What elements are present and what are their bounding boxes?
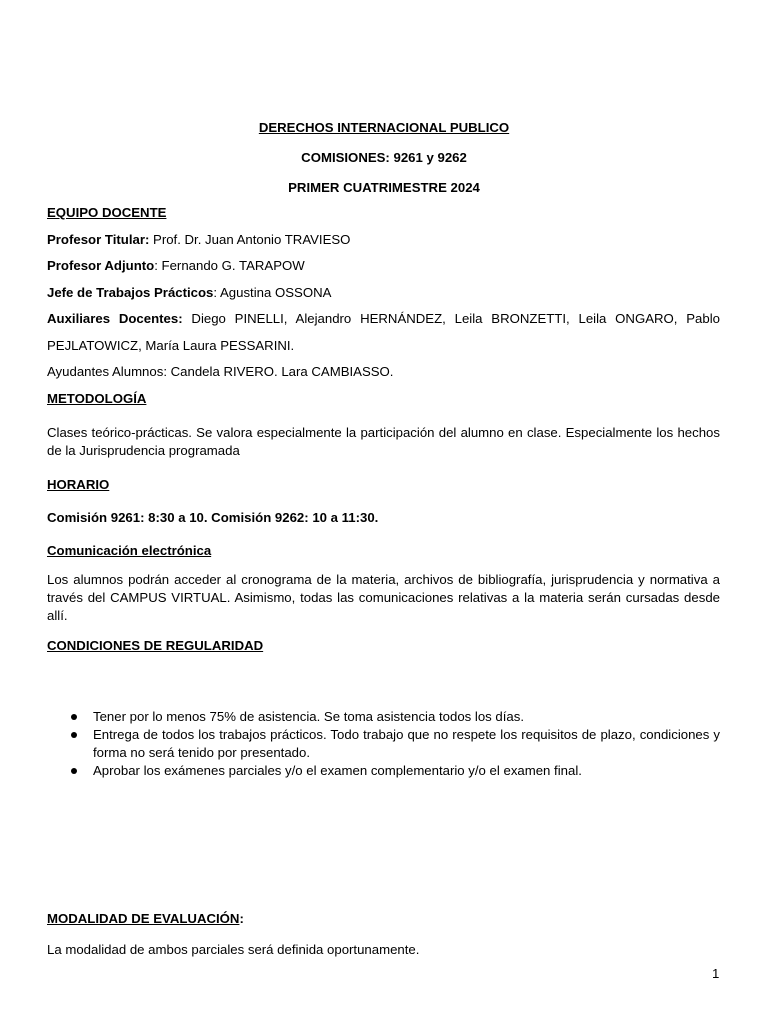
bullet-icon [71, 714, 77, 720]
auxiliares-label: Auxiliares Docentes: [47, 311, 183, 326]
metodologia-heading: METODOLOGÍA [47, 391, 147, 406]
commissions-line: COMISIONES: 9261 y 9262 [301, 150, 467, 165]
adjunto-line [47, 257, 720, 275]
jefe-value: : Agustina OSSONA [213, 285, 332, 300]
horario-text: Comisión 9261: 8:30 a 10. Comisión 9262: 10 a 11:30. [47, 510, 379, 525]
evaluacion-heading-line [47, 910, 720, 928]
bullet-icon [71, 732, 77, 738]
auxiliares-line-1 [47, 310, 720, 328]
titular-line [47, 231, 720, 249]
jefe-label: Jefe de Trabajos Prácticos [47, 285, 214, 300]
titular-label: Profesor Titular: [47, 232, 150, 247]
titular-value: Prof. Dr. Juan Antonio TRAVIESO [149, 232, 351, 247]
jefe-line [47, 284, 720, 302]
document-title: DERECHOS INTERNACIONAL PUBLICO [258, 120, 510, 135]
auxiliares-line-2: PEJLATOWICZ, María Laura PESSARINI. [47, 338, 295, 353]
page-number: 1 [712, 966, 720, 981]
regularidad-list [47, 708, 720, 780]
comunicacion-text: Los alumnos podrán acceder al cronograma de la materia, archivos de bibliografía, jurisprudencia y normativa a través del CAMPUS VIRTUAL. Asimismo, todas las comunicaciones relativas a la materia serán cursadas desde allí. [47, 572, 720, 623]
comunicacion-heading: Comunicación electrónica [47, 543, 212, 558]
adjunto-label: Profesor Adjunto [47, 258, 155, 273]
ayudantes-line: Ayudantes Alumnos: Candela RIVERO. Lara CAMBIASSO. [47, 364, 394, 379]
metodologia-text: Clases teórico-prácticas. Se valora especialmente la participación del alumno en clase. Especialmente los hechos de la Jurisprudencia programada [47, 425, 720, 458]
equipo-heading: EQUIPO DOCENTE [47, 205, 167, 220]
list-item: Entrega de todos los trabajos prácticos. Todo trabajo que no respete los requisitos de plazo, condiciones y forma no será tenido por presentado. [47, 726, 720, 762]
list-item: Tener por lo menos 75% de asistencia. Se toma asistencia todos los días. [47, 708, 720, 726]
bullet-icon [71, 768, 77, 774]
evaluacion-heading-colon: : [239, 911, 244, 926]
term-line: PRIMER CUATRIMESTRE 2024 [288, 180, 480, 195]
adjunto-value: : Fernando G. TARAPOW [154, 258, 305, 273]
regularidad-heading: CONDICIONES DE REGULARIDAD [47, 638, 264, 653]
horario-heading: HORARIO [47, 477, 110, 492]
evaluacion-text: La modalidad de ambos parciales será definida oportunamente. [47, 942, 420, 957]
evaluacion-heading: MODALIDAD DE EVALUACIÓN [47, 911, 240, 926]
list-item: Aprobar los exámenes parciales y/o el examen complementario y/o el examen final. [47, 762, 720, 780]
auxiliares-value-1: Diego PINELLI, Alejandro HERNÁNDEZ, Leila BRONZETTI, Leila ONGARO, Pablo [182, 311, 720, 326]
